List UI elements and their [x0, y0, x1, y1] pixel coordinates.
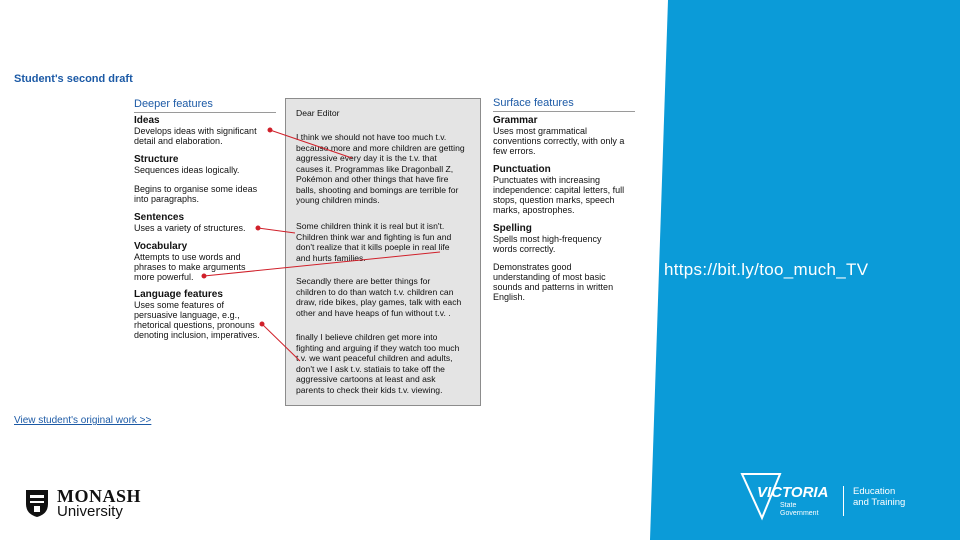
section-heading: Ideas — [134, 115, 160, 126]
section-heading: Structure — [134, 154, 179, 165]
draft-line: young children minds. — [296, 195, 380, 205]
state-line: State — [780, 502, 797, 509]
government-line: Government — [780, 510, 819, 517]
section-line: Punctuates with increasing — [493, 175, 601, 185]
section-heading: Spelling — [493, 223, 532, 234]
education-line: Education — [853, 486, 896, 497]
surface-features-heading: Surface features — [493, 97, 574, 109]
section-line: rhetorical questions, pronouns — [134, 320, 255, 330]
section-line: more powerful. — [134, 272, 194, 282]
view-original-work-link[interactable]: View student's original work >> — [14, 415, 152, 426]
section-line: English. — [493, 292, 526, 302]
page-title: Student's second draft — [14, 73, 133, 85]
victoria-wordmark: VICTORIA — [757, 484, 829, 501]
draft-line: fighting and arguing if they watch too much — [296, 342, 460, 353]
annotation-dot — [260, 322, 264, 326]
deeper-features-heading: Deeper features — [134, 98, 213, 110]
draft-line: draw, ride bikes, play games, talk with each — [296, 297, 462, 307]
training-line: and Training — [853, 497, 906, 508]
education-training-label — [853, 486, 905, 508]
annotation-line — [258, 228, 295, 233]
annotation-dot — [256, 226, 260, 230]
section-heading: Grammar — [493, 115, 538, 126]
section-line: few errors. — [493, 146, 536, 156]
section-line: persuasive language, e.g., — [134, 310, 240, 320]
section-heading: Sentences — [134, 212, 185, 223]
draft-line: aggressive every day it is the t.v. that — [296, 153, 437, 163]
monash-crest-icon — [24, 488, 50, 518]
draft-line: t.v. we want peaceful children and adults, — [296, 353, 453, 363]
draft-line: aggressive cartoons at least and ask — [296, 374, 436, 384]
section-line: Uses a variety of structures. — [134, 223, 246, 233]
draft-line: Children think war and fighting is fun and — [296, 231, 452, 242]
annotation-line — [204, 252, 440, 276]
url-text[interactable]: https://bit.ly/too_much_TV — [664, 260, 869, 279]
section-line: stops, question marks, speech — [493, 195, 615, 205]
section-line: Sequences ideas logically. — [134, 165, 240, 175]
section-line: independence: capital letters, full — [493, 185, 625, 195]
annotation-line — [270, 130, 352, 158]
draft-line: Some children think it is real but it isn't. — [296, 221, 445, 231]
section-line: Develops ideas with significant — [134, 126, 257, 136]
section-line: words correctly. — [493, 244, 556, 254]
section-line: Begins to organise some ideas — [134, 184, 258, 194]
section-line: Uses some features of — [134, 300, 225, 310]
section-heading: Vocabulary — [134, 241, 188, 252]
draft-line: finally I believe children get more into — [296, 332, 438, 342]
section-line: marks, apostrophes. — [493, 205, 575, 215]
draft-line: don't realize that it kills poeple in real life — [296, 242, 450, 252]
draft-line: I think we should not have too much t.v. — [296, 132, 447, 142]
section-line: sounds and patterns in written — [493, 282, 614, 292]
section-line: Demonstrates good — [493, 262, 572, 272]
annotation-dot — [202, 274, 206, 278]
draft-line: balls, shooting and bomings are terrible for — [296, 184, 459, 195]
university-wordmark: University — [57, 503, 123, 520]
draft-line: don't we I ask t.v. statiais to take off the — [296, 363, 445, 374]
section-line: conventions correctly, with only a — [493, 136, 625, 146]
draft-line: causes it. Programmas like Dragonball Z, — [296, 163, 454, 174]
draft-line: children to do than watch t.v. children can — [296, 286, 454, 297]
section-line: Spells most high-frequency — [493, 234, 602, 244]
draft-line: and hurts families. — [296, 252, 366, 263]
section-line: denoting inclusion, imperatives. — [134, 330, 260, 340]
section-line: detail and elaboration. — [134, 136, 223, 146]
section-heading: Language features — [134, 289, 223, 300]
draft-line: other and have heaps of fun without t.v. . — [296, 307, 451, 318]
annotation-line — [262, 324, 300, 361]
section-line: Uses most grammatical — [493, 126, 588, 136]
draft-line: parents to check their kids t.v. viewing. — [296, 384, 443, 395]
draft-greeting: Dear Editor — [296, 108, 340, 118]
state-government-label — [780, 502, 819, 518]
draft-line: Secandly there are better things for — [296, 276, 431, 286]
logo-divider — [843, 486, 844, 516]
section-heading: Punctuation — [493, 164, 551, 175]
draft-line: Pokémon and other things that have fire — [296, 174, 449, 184]
draft-line: because more and more children are getting — [296, 142, 465, 153]
section-line: Attempts to use words and — [134, 252, 241, 262]
section-line: phrases to make arguments — [134, 262, 246, 272]
annotation-dot — [268, 128, 272, 132]
section-line: into paragraphs. — [134, 194, 200, 204]
monash-wordmark: MONASH — [57, 486, 141, 506]
section-line: understanding of most basic — [493, 272, 606, 282]
